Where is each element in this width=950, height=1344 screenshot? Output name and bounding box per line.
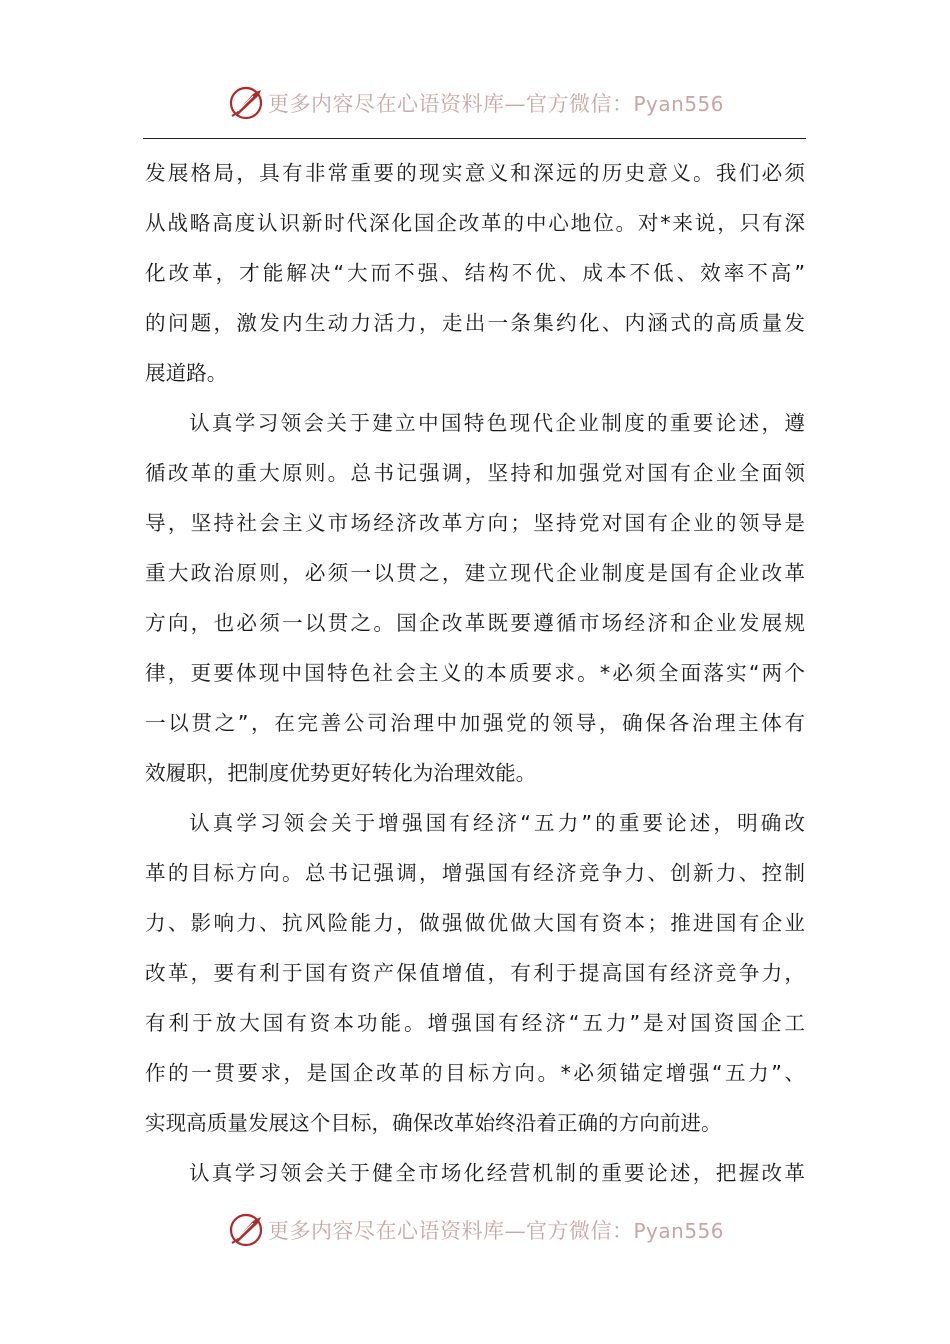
quill-pen-circle-icon	[226, 1210, 266, 1250]
text-line: 循改革的重大原则。总书记强调，坚持和加强党对国有企业全面领	[145, 461, 805, 485]
text-line: 展道路。	[145, 361, 228, 385]
header-wechat-id: Pyan556	[633, 92, 724, 116]
text-line: 实现高质量发展这个目标，确保改革始终沿着正确的方向前进。	[145, 1111, 722, 1135]
header-banner-text: 更多内容尽在心语资料库—官方微信：Pyan556	[267, 92, 724, 116]
footer-wechat-id: Pyan556	[633, 1219, 724, 1243]
text-line: 改革，要有利于国有资产保值增值，有利于提高国有经济竞争力，	[145, 961, 805, 985]
text-line: 律，更要体现中国特色社会主义的本质要求。*必须全面落实“两个	[145, 661, 805, 685]
text-line: 的问题，激发内生动力活力，走出一条集约化、内涵式的高质量发	[145, 311, 805, 335]
text-line: 发展格局，具有非常重要的现实意义和深远的历史意义。我们必须	[145, 161, 805, 185]
quill-pen-circle-icon	[226, 83, 266, 123]
text-line: 革的目标方向。总书记强调，增强国有经济竞争力、创新力、控制	[145, 861, 805, 885]
paragraph-start-line: 认真学习领会关于健全市场化经营机制的重要论述，把握改革	[189, 1161, 805, 1185]
paragraph-start-line: 认真学习领会关于建立中国特色现代企业制度的重要论述，遵	[189, 411, 805, 435]
text-line: 从战略高度认识新时代深化国企改革的中心地位。对*来说，只有深	[145, 211, 805, 235]
footer-banner-text: 更多内容尽在心语资料库—官方微信：Pyan556	[267, 1219, 724, 1243]
text-line: 效履职，把制度优势更好转化为治理效能。	[145, 761, 537, 785]
header-divider	[143, 138, 806, 139]
document-body	[145, 148, 805, 1198]
text-line: 化改革，才能解决“大而不强、结构不优、成本不低、效率不高”	[145, 261, 805, 285]
text-line: 一以贯之”，在完善公司治理中加强党的领导，确保各治理主体有	[145, 711, 805, 735]
header-banner	[0, 81, 950, 125]
footer-banner	[0, 1208, 950, 1252]
paragraph-start-line: 认真学习领会关于增强国有经济“五力”的重要论述，明确改	[189, 811, 805, 835]
text-line: 力、影响力、抗风险能力，做强做优做大国有资本；推进国有企业	[145, 911, 805, 935]
text-line: 作的一贯要求，是国企改革的目标方向。*必须锚定增强“五力”、	[145, 1061, 805, 1085]
text-line: 重大政治原则，必须一以贯之，建立现代企业制度是国有企业改革	[145, 561, 805, 585]
text-line: 导，坚持社会主义市场经济改革方向；坚持党对国有企业的领导是	[145, 511, 805, 535]
text-line: 有利于放大国有资本功能。增强国有经济“五力”是对国资国企工	[145, 1011, 805, 1035]
text-line: 方向，也必须一以贯之。国企改革既要遵循市场经济和企业发展规	[145, 611, 805, 635]
